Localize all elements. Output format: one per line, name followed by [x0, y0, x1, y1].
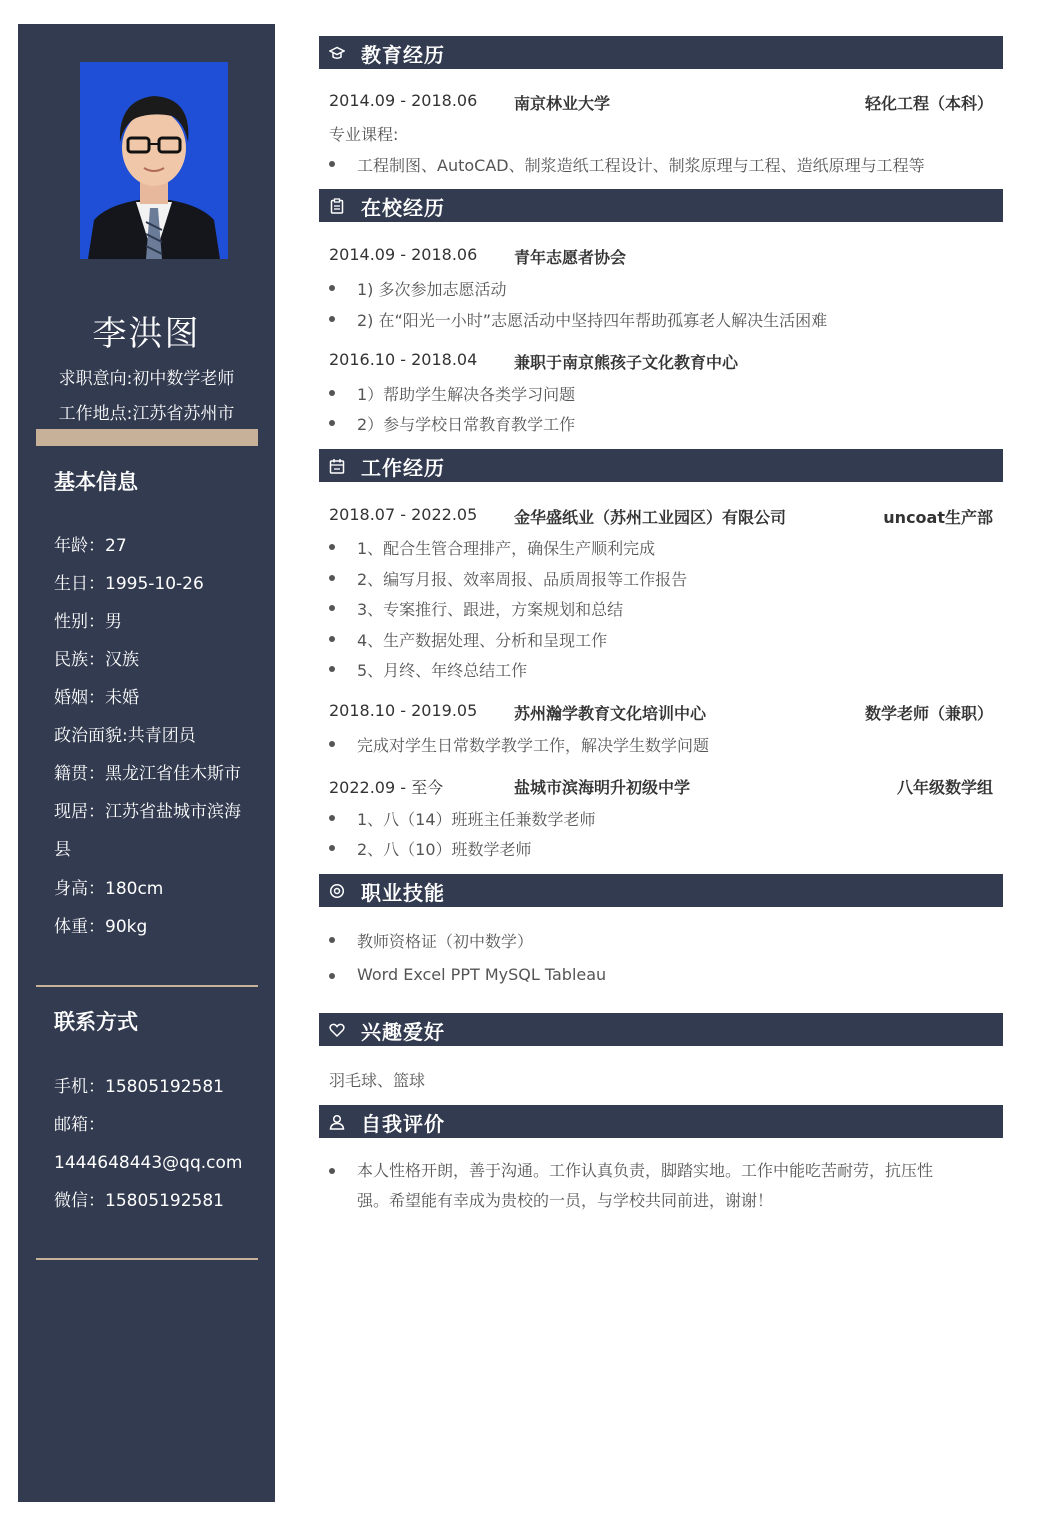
work-bullet: 5、月终、年终总结工作	[329, 658, 989, 681]
section-title: 兴趣爱好	[361, 1020, 445, 1044]
profile-photo	[80, 62, 228, 259]
campus-row	[329, 245, 993, 269]
work-location: 工作地点:江苏省苏州市	[58, 404, 235, 424]
target-icon	[329, 883, 345, 899]
work-row	[329, 701, 993, 725]
work-org: 盐城市滨海明升初级中学	[514, 778, 691, 797]
work-row	[329, 775, 993, 799]
section-title: 自我评价	[361, 1112, 445, 1136]
contact-title: 联系方式	[54, 1010, 138, 1034]
info-height: 身高：180cm	[54, 879, 164, 899]
work-date: 2018.07 - 2022.05	[329, 505, 478, 524]
heart-icon	[329, 1022, 345, 1038]
courses-item: 工程制图、AutoCAD、制浆造纸工程设计、制浆原理与工程、造纸原理与工程等	[329, 153, 989, 176]
clipboard-icon	[329, 198, 345, 214]
divider	[36, 1258, 258, 1260]
work-bullet: 1、配合生管合理排产，确保生产顺利完成	[329, 536, 989, 559]
info-residence: 现居：江苏省盐城市滨海	[54, 802, 241, 822]
info-political: 政治面貌:共青团员	[54, 726, 196, 746]
info-marital: 婚姻：未婚	[54, 688, 139, 708]
campus-bullet: 1）帮助学生解决各类学习问题	[329, 382, 989, 405]
section-title: 教育经历	[361, 43, 445, 67]
campus-bullet: 1) 多次参加志愿活动	[329, 277, 989, 300]
job-intent: 求职意向:初中数学老师	[58, 369, 235, 389]
section-self-eval-header	[319, 1105, 1003, 1138]
work-role: 八年级数学组	[896, 778, 993, 797]
edu-major: 轻化工程（本科）	[864, 94, 993, 113]
info-birthday: 生日：1995-10-26	[54, 574, 204, 594]
user-icon	[329, 1114, 345, 1130]
work-bullet: 2、编写月报、效率周报、品质周报等工作报告	[329, 567, 989, 590]
section-education-header	[319, 36, 1003, 69]
work-bullet: 3、专案推行、跟进，方案规划和总结	[329, 597, 989, 620]
self-eval-line: 强。希望能有幸成为贵校的一员，与学校共同前进，谢谢！	[357, 1191, 774, 1210]
sidebar	[18, 24, 275, 1502]
profile-name: 李洪图	[92, 314, 201, 354]
work-role: 数学老师（兼职）	[864, 704, 993, 723]
work-row	[329, 505, 993, 529]
info-age: 年龄：27	[54, 536, 127, 556]
edu-school: 南京林业大学	[514, 94, 611, 113]
work-org: 金华盛纸业（苏州工业园区）有限公司	[514, 508, 787, 527]
self-eval-text	[329, 1156, 989, 1216]
work-bullet: 4、生产数据处理、分析和呈现工作	[329, 628, 989, 651]
info-native-place: 籍贯：黑龙江省佳木斯市	[54, 764, 241, 784]
contact-email[interactable]: 1444648443@qq.com	[54, 1153, 243, 1173]
info-gender: 性别：男	[54, 612, 122, 632]
info-weight: 体重：90kg	[54, 917, 148, 937]
work-org: 苏州瀚学教育文化培训中心	[514, 704, 707, 723]
section-title: 职业技能	[361, 881, 445, 905]
section-campus-header	[319, 189, 1003, 222]
section-title: 工作经历	[361, 456, 445, 480]
contact-email-label: 邮箱：	[54, 1115, 105, 1135]
section-skills-header	[319, 874, 1003, 907]
edu-date: 2014.09 - 2018.06	[329, 91, 478, 110]
work-date: 2018.10 - 2019.05	[329, 701, 478, 720]
graduation-cap-icon	[329, 45, 345, 61]
skill-item: Word Excel PPT MySQL Tableau	[329, 965, 989, 984]
campus-bullet: 2) 在“阳光一小时”志愿活动中坚持四年帮助孤寡老人解决生活困难	[329, 308, 989, 331]
divider	[36, 985, 258, 987]
work-bullet: 2、八（10）班数学老师	[329, 837, 989, 860]
campus-row	[329, 350, 993, 374]
basic-info-title: 基本信息	[54, 470, 138, 494]
campus-date: 2014.09 - 2018.06	[329, 245, 478, 264]
info-residence-cont: 县	[54, 840, 71, 860]
self-eval-line: 本人性格开朗，善于沟通。工作认真负责，脚踏实地。工作中能吃苦耐劳，抗压性	[357, 1161, 934, 1180]
section-work-header	[319, 449, 1003, 482]
education-row	[329, 91, 993, 115]
work-date: 2022.09 - 至今	[329, 778, 444, 797]
campus-org: 青年志愿者协会	[514, 248, 627, 267]
contact-phone: 手机：15805192581	[54, 1077, 224, 1097]
campus-bullet: 2）参与学校日常教育教学工作	[329, 412, 989, 435]
work-bullet: 1、八（14）班班主任兼数学老师	[329, 807, 989, 830]
work-bullet: 完成对学生日常数学教学工作，解决学生数学问题	[329, 733, 989, 756]
contact-wechat: 微信：15805192581	[54, 1191, 224, 1211]
campus-date: 2016.10 - 2018.04	[329, 350, 478, 369]
section-title: 在校经历	[361, 196, 445, 220]
info-ethnicity: 民族：汉族	[54, 650, 139, 670]
campus-org: 兼职于南京熊孩子文化教育中心	[514, 353, 739, 372]
skill-item: 教师资格证（初中数学）	[329, 929, 989, 952]
work-role: uncoat生产部	[883, 508, 993, 527]
courses-label: 专业课程:	[329, 125, 399, 144]
hobbies-text: 羽毛球、篮球	[329, 1071, 426, 1090]
accent-bar	[36, 429, 258, 446]
section-hobbies-header	[319, 1013, 1003, 1046]
calendar-icon	[329, 458, 345, 474]
